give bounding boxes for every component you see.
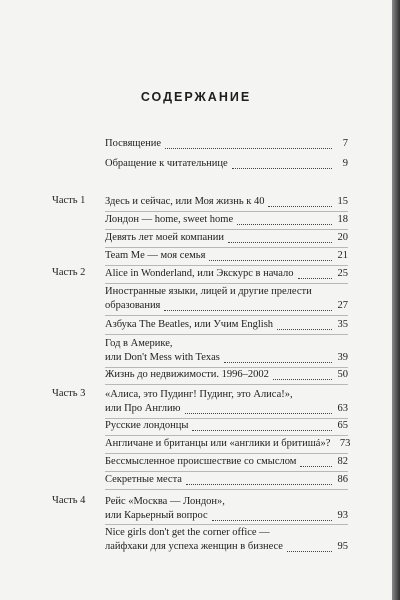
- dot-leader: [185, 412, 333, 414]
- entry-divider: [105, 283, 348, 284]
- toc-page-number: 50: [337, 369, 348, 380]
- entry-divider: [105, 334, 348, 335]
- toc-entry-text: Посвящение: [105, 138, 162, 149]
- section-divider: [105, 265, 348, 266]
- toc-entry: [105, 318, 348, 332]
- toc-entry-text: Англичане и британцы или «англики и бритишá»?: [105, 438, 331, 449]
- entry-divider: [105, 453, 348, 454]
- part-label: Часть 3: [52, 388, 86, 399]
- toc-page-number: 9: [342, 158, 348, 169]
- dot-leader: [186, 483, 332, 485]
- dot-leader: [237, 223, 332, 225]
- toc-entry: [105, 437, 351, 451]
- toc-entry-dedication: [105, 137, 348, 151]
- dot-leader: [232, 167, 332, 169]
- part-label: Часть 2: [52, 267, 86, 278]
- dot-leader: [164, 309, 332, 311]
- toc-entry: [105, 368, 348, 382]
- dot-leader: [192, 429, 332, 431]
- toc-entry-text: Рейс «Москва — Лондон»,: [105, 496, 225, 507]
- toc-page-number: 25: [337, 268, 348, 279]
- dot-leader: [212, 519, 332, 521]
- toc-entry-text: образования: [105, 300, 161, 311]
- toc-entry-text: Лондон — home, sweet home: [105, 214, 234, 225]
- part-label: Часть 4: [52, 495, 86, 506]
- toc-entry-text: Иностранные языки, лицей и другие прелести: [105, 286, 312, 297]
- toc-page-number: 63: [337, 403, 348, 414]
- toc-page-number: 93: [337, 510, 348, 521]
- entry-divider: [105, 211, 348, 212]
- toc-page-number: 95: [337, 541, 348, 552]
- dot-leader: [300, 465, 332, 467]
- toc-entry-text: «Алиса, это Пудинг! Пудинг, это Алиса!»,: [105, 389, 293, 400]
- toc-entry: [105, 285, 348, 313]
- toc-entry: [105, 495, 348, 523]
- toc-entry: [105, 195, 348, 209]
- toc-entry: [105, 213, 348, 227]
- toc-entry: [105, 419, 348, 433]
- dot-leader: [287, 550, 332, 552]
- toc-entry-address: [105, 157, 348, 171]
- toc-page-number: 86: [337, 474, 348, 485]
- toc-entry-text: или Про Англию: [105, 403, 181, 414]
- dot-leader: [165, 147, 332, 149]
- toc-entry: [105, 388, 348, 416]
- toc-entry: [105, 473, 348, 487]
- toc-entry-text: или Don't Mess with Texas: [105, 352, 220, 363]
- entry-divider: [105, 229, 348, 230]
- dot-leader: [268, 205, 332, 207]
- toc-entry-text: Обращение к читательнице: [105, 158, 228, 169]
- toc-page-number: 21: [337, 250, 348, 261]
- toc-page-number: 39: [337, 352, 348, 363]
- entry-divider: [105, 524, 348, 525]
- toc-entry-text: Бессмысленное происшествие со смыслом: [105, 456, 297, 467]
- toc-page-number: 27: [337, 300, 348, 311]
- toc-entry-text: Team Me — моя семья: [105, 250, 206, 261]
- toc-page-number: 35: [337, 319, 348, 330]
- toc-entry-text: Азбука The Beatles, или Учим English: [105, 319, 274, 330]
- entry-divider: [105, 471, 348, 472]
- toc-entry: [105, 267, 348, 281]
- toc-entry-text: Девять лет моей компании: [105, 232, 225, 243]
- toc-entry: [105, 455, 348, 469]
- toc-entry-text: Русские лондонцы: [105, 420, 189, 431]
- toc-entry-text: Жизнь до недвижимости. 1996–2002: [105, 369, 269, 380]
- toc-page-number: 18: [337, 214, 348, 225]
- dot-leader: [228, 241, 332, 243]
- dot-leader: [209, 259, 332, 261]
- entry-divider: [105, 247, 348, 248]
- toc-page-number: 73: [339, 438, 351, 449]
- toc-entry-text: Здесь и сейчас, или Моя жизнь к 40: [105, 196, 265, 207]
- toc-page-number: 20: [337, 232, 348, 243]
- toc-entry: [105, 337, 348, 365]
- toc-entry: [105, 231, 348, 245]
- toc-entry: [105, 249, 348, 263]
- dot-leader: [224, 361, 332, 363]
- part-label: Часть 1: [52, 195, 86, 206]
- page-title: СОДЕРЖАНИЕ: [140, 90, 252, 104]
- entry-divider: [105, 315, 348, 316]
- toc-entry-text: лайфхаки для успеха женщин в бизнесе: [105, 541, 283, 552]
- dot-leader: [298, 277, 332, 279]
- toc-entry: [105, 526, 348, 554]
- toc-entry-text: Alice in Wonderland, или Экскурс в начало: [105, 268, 294, 279]
- toc-page-number: 7: [342, 138, 348, 149]
- toc-page-number: 82: [337, 456, 348, 467]
- section-divider: [105, 384, 348, 385]
- section-divider: [105, 489, 348, 490]
- toc-entry-text: или Карьерный вопрос: [105, 510, 208, 521]
- toc-entry-text: Секретные места: [105, 474, 182, 485]
- dot-leader: [273, 378, 332, 380]
- dot-leader: [277, 328, 332, 330]
- book-page-edge: [392, 0, 400, 600]
- toc-entry-text: Год в Америке,: [105, 338, 173, 349]
- toc-page-number: 65: [337, 420, 348, 431]
- toc-page-number: 15: [337, 196, 348, 207]
- entry-divider: [105, 435, 348, 436]
- toc-entry-text: Nice girls don't get the corner office —: [105, 527, 270, 538]
